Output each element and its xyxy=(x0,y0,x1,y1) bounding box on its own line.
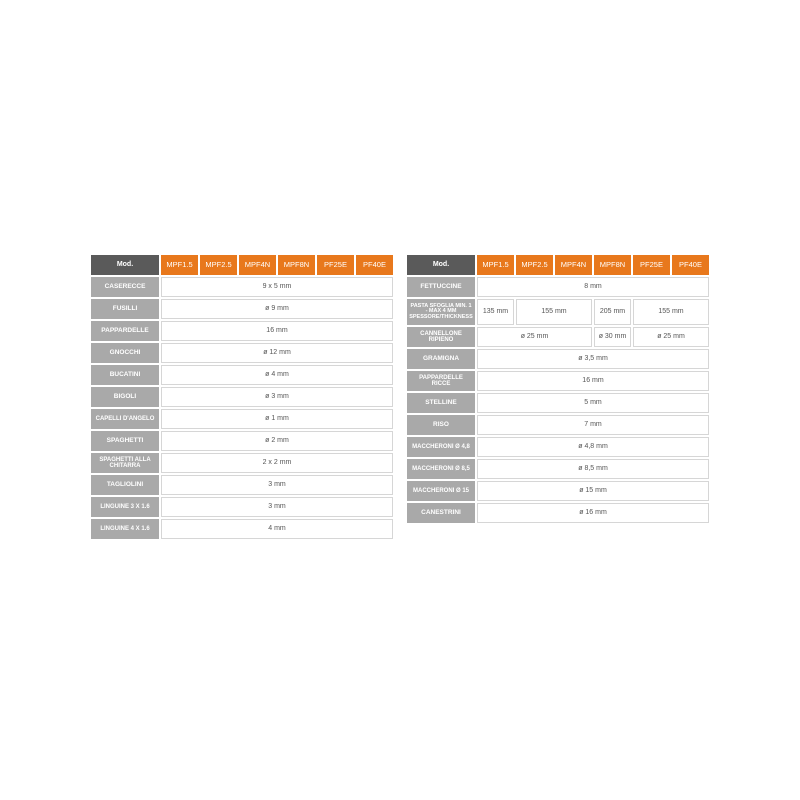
pasta-name: FUSILLI xyxy=(91,299,159,319)
pasta-size: 5 mm xyxy=(477,393,709,413)
model-header: MPF2.5 xyxy=(200,255,237,275)
pasta-size: ø 9 mm xyxy=(161,299,393,319)
pasta-name: MACCHERONI Ø 4,8 xyxy=(407,437,475,457)
pasta-size: ø 3,5 mm xyxy=(477,349,709,369)
pasta-name: PAPPARDELLE RICCE xyxy=(407,371,475,391)
pasta-name: CANNELLONE RIPIENO xyxy=(407,327,475,347)
pasta-name: SPAGHETTI xyxy=(91,431,159,451)
table-row xyxy=(407,349,709,369)
pasta-size: 3 mm xyxy=(161,475,393,495)
table-row xyxy=(91,409,393,429)
pasta-size: 8 mm xyxy=(477,277,709,297)
model-header: PF25E xyxy=(317,255,354,275)
table-row xyxy=(91,387,393,407)
table-row xyxy=(91,453,393,473)
table-row xyxy=(407,277,709,297)
model-header: PF25E xyxy=(633,255,670,275)
table-row xyxy=(407,459,709,479)
model-header: PF40E xyxy=(356,255,393,275)
table-row xyxy=(407,393,709,413)
pasta-name: TAGLIOLINI xyxy=(91,475,159,495)
pasta-size: ø 3 mm xyxy=(161,387,393,407)
table-row xyxy=(91,299,393,319)
pasta-size: ø 25 mm xyxy=(633,327,709,347)
pasta-name: GRAMIGNA xyxy=(407,349,475,369)
pasta-size: 135 mm xyxy=(477,299,514,325)
mod-header: Mod. xyxy=(91,255,159,275)
pasta-size: 7 mm xyxy=(477,415,709,435)
pasta-name: CASERECCE xyxy=(91,277,159,297)
pasta-name: STELLINE xyxy=(407,393,475,413)
pasta-size: ø 4 mm xyxy=(161,365,393,385)
pasta-size: 16 mm xyxy=(477,371,709,391)
pasta-size: ø 8,5 mm xyxy=(477,459,709,479)
pasta-size: 2 x 2 mm xyxy=(161,453,393,473)
pasta-name: PAPPARDELLE xyxy=(91,321,159,341)
pasta-name: CANESTRINI xyxy=(407,503,475,523)
pasta-size: 9 x 5 mm xyxy=(161,277,393,297)
table-row xyxy=(91,519,393,539)
pasta-name: MACCHERONI Ø 8,5 xyxy=(407,459,475,479)
table-row xyxy=(91,475,393,495)
pasta-size: 155 mm xyxy=(516,299,592,325)
table-row xyxy=(91,277,393,297)
table-row xyxy=(91,321,393,341)
table-row xyxy=(407,415,709,435)
table-row xyxy=(407,299,709,325)
pasta-name: CAPELLI D'ANGELO xyxy=(91,409,159,429)
pasta-size: 16 mm xyxy=(161,321,393,341)
pasta-name: GNOCCHI xyxy=(91,343,159,363)
right-spec-table xyxy=(407,255,709,523)
table-row xyxy=(91,431,393,451)
mod-header: Mod. xyxy=(407,255,475,275)
pasta-name: FETTUCCINE xyxy=(407,277,475,297)
model-header: MPF8N xyxy=(594,255,631,275)
pasta-size: 205 mm xyxy=(594,299,631,325)
pasta-size: 155 mm xyxy=(633,299,709,325)
pasta-size: 3 mm xyxy=(161,497,393,517)
left-spec-table xyxy=(91,255,393,539)
pasta-size: ø 30 mm xyxy=(594,327,631,347)
pasta-size: 4 mm xyxy=(161,519,393,539)
pasta-size: ø 1 mm xyxy=(161,409,393,429)
pasta-size: ø 15 mm xyxy=(477,481,709,501)
pasta-name: SPAGHETTI ALLA CHITARRA xyxy=(91,453,159,473)
model-header: MPF4N xyxy=(239,255,276,275)
pasta-name: MACCHERONI Ø 15 xyxy=(407,481,475,501)
pasta-name: LINGUINE 4 X 1.6 xyxy=(91,519,159,539)
pasta-size: ø 16 mm xyxy=(477,503,709,523)
table-row xyxy=(407,481,709,501)
pasta-name: LINGUINE 3 X 1.6 xyxy=(91,497,159,517)
pasta-name: RISO xyxy=(407,415,475,435)
model-header: MPF4N xyxy=(555,255,592,275)
pasta-name: BIGOLI xyxy=(91,387,159,407)
left-table xyxy=(89,253,395,541)
right-table xyxy=(405,253,711,525)
pasta-size: ø 12 mm xyxy=(161,343,393,363)
table-row xyxy=(407,327,709,347)
model-header: MPF1.5 xyxy=(477,255,514,275)
pasta-size: ø 2 mm xyxy=(161,431,393,451)
table-row xyxy=(407,437,709,457)
model-header: MPF1.5 xyxy=(161,255,198,275)
pasta-size: ø 25 mm xyxy=(477,327,592,347)
left-header-row xyxy=(91,255,393,275)
table-row xyxy=(91,497,393,517)
pasta-size: ø 4,8 mm xyxy=(477,437,709,457)
right-header-row xyxy=(407,255,709,275)
model-header: MPF2.5 xyxy=(516,255,553,275)
table-row xyxy=(91,343,393,363)
model-header: MPF8N xyxy=(278,255,315,275)
table-row xyxy=(407,371,709,391)
table-row xyxy=(407,503,709,523)
model-header: PF40E xyxy=(672,255,709,275)
pasta-name: BUCATINI xyxy=(91,365,159,385)
table-row xyxy=(91,365,393,385)
pasta-name: PASTA SFOGLIA MIN. 1 - MAX 4 MM SPESSORE/THICKNESS xyxy=(407,299,475,325)
